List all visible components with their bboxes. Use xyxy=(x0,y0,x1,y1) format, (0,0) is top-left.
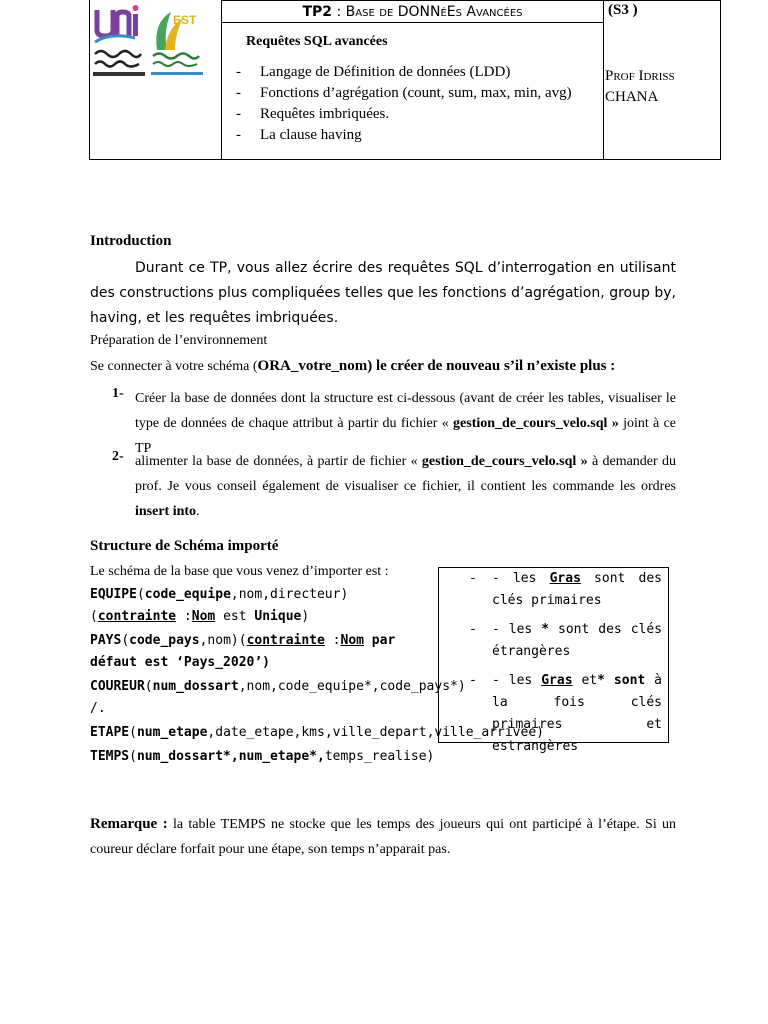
connect-bold: ORA_votre_nom) le créer de nouveau s’il n’existe plus : xyxy=(257,358,616,374)
step-number: 1- xyxy=(112,386,124,401)
step-number: 2- xyxy=(112,449,124,464)
remarque-label: Remarque : xyxy=(90,816,168,832)
step-text-part: à demander du prof. Je vous conseil également de visualiser ce fichier, il contient les commande les ordres xyxy=(135,454,676,494)
tp-title-text: : Base de DONNéEs Avancées xyxy=(332,4,523,20)
university-logo-icon xyxy=(91,2,203,86)
prof-name: Prof Idriss xyxy=(605,68,675,84)
tp-number: TP2 xyxy=(302,4,333,20)
insert-into-text: insert into xyxy=(135,504,197,519)
connect-prefix: Se connecter à votre schéma ( xyxy=(90,359,258,374)
table-equipe: EQUIPE(code_equipe,nom,directeur) xyxy=(90,587,349,602)
prof-surname: CHANA xyxy=(605,89,659,105)
intro-paragraph: Durant ce TP, vous allez écrire des requêtes SQL d’interrogation en utilisant des constructions plus compliquées telles que les fonctions d’agrégation, group by, having, et les requêtes imbriquées. xyxy=(90,260,676,326)
topic-item: - Requêtes imbriquées. xyxy=(222,104,602,125)
header-table xyxy=(89,0,721,160)
step-text-part: . xyxy=(196,504,200,519)
table-coureur: COUREUR(num_dossart,nom,code_equipe*,code_pays*) /. xyxy=(90,679,466,716)
schema-intro: Le schéma de la base que vous venez d’importer est : xyxy=(90,564,389,579)
file-name: gestion_de_cours_velo.sql » xyxy=(453,416,619,431)
legend-box: - - les Gras sont des clés primaires - - les * sont des clés étrangères - - les Gras et* sont à la fois clés primaires et estrangères xyxy=(438,567,669,743)
semester-label: (S3 ) xyxy=(608,2,638,18)
topic-item: - Langage de Définition de données (LDD) xyxy=(222,62,602,83)
file-name: gestion_de_cours_velo.sql » xyxy=(421,454,588,469)
topic-list xyxy=(222,62,602,146)
topic-item: - La clause having xyxy=(222,125,602,146)
table-pays: PAYS(code_pays,nom)(contrainte :Nom par défaut est ‘Pays_2020’) xyxy=(90,633,396,670)
title-cell xyxy=(222,0,604,159)
step-text xyxy=(135,449,676,524)
table-equipe-constraint: (contrainte :Nom est Unique) xyxy=(90,609,310,624)
schema-heading: Structure de Schéma importé xyxy=(90,538,279,554)
topic-item: - Fonctions d’agrégation (count, sum, max, min, avg) xyxy=(222,83,602,104)
schema-definitions xyxy=(90,584,544,768)
remarque-text: la table TEMPS ne stocke que les temps des joueurs qui ont participé à l’étape. Si un coureur déclare forfait pour une étape, son temps n’apparait pas. xyxy=(90,817,676,857)
prep-heading: Préparation de l’environnement xyxy=(90,333,268,348)
step-text-part: Créer la base de données dont la structure est ci-dessous (avant de créer les tables, visualiser le type de données de chaque attribut à partir du fichier « xyxy=(135,391,676,431)
table-etape: ETAPE(num_etape,date_etape,kms,ville_depart,ville_arrivee) xyxy=(90,725,544,740)
remarque-paragraph xyxy=(90,812,676,862)
table-temps: TEMPS(num_dossart*,num_etape*,temps_realise) xyxy=(90,749,435,764)
svg-text:EST: EST xyxy=(173,13,197,27)
intro-heading: Introduction xyxy=(90,233,172,249)
info-cell xyxy=(604,0,721,159)
step-text-part: alimenter la base de données, à partir de fichier « xyxy=(135,454,422,469)
connect-line xyxy=(90,358,615,375)
tp-title xyxy=(222,0,603,23)
logo-cell xyxy=(90,0,222,159)
step-text-part: joint à ce TP xyxy=(135,416,677,456)
header-subtitle: Requêtes SQL avancées xyxy=(246,34,388,49)
